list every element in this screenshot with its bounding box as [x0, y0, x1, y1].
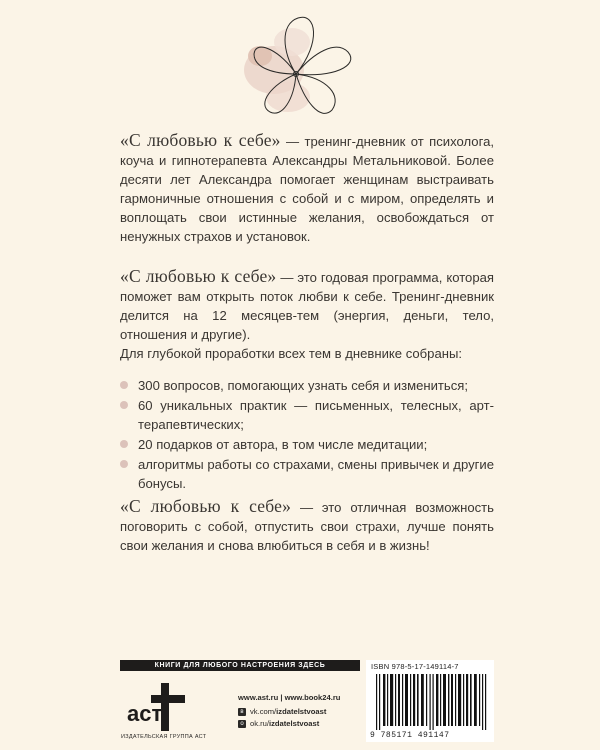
publisher-logo — [121, 681, 217, 733]
program-lead-in: Для глубокой проработки всех тем в дневнике собраны: — [120, 346, 463, 361]
program-text: — это годовая программа, которая поможет вам открыть поток любви к себе. Тренинг-дневник делится на 12 месяцев-тем (энергия, деньги, тело, отношения и другие). — [120, 270, 494, 342]
bullet-dot-icon — [120, 460, 128, 468]
isbn-barcode-box — [366, 660, 494, 742]
barcode-icon — [374, 674, 488, 730]
bullet-dot-icon — [120, 381, 128, 389]
book-title-quote: «С любовью к себе» — [120, 130, 281, 150]
slogan-bar: КНИГИ ДЛЯ ЛЮБОГО НАСТРОЕНИЯ ЗДЕСЬ — [120, 660, 360, 671]
publisher-caption: ИЗДАТЕЛЬСКАЯ ГРУППА АСТ — [121, 734, 207, 740]
book-title-quote: «С любовью к себе» — [120, 496, 292, 516]
list-item: алгоритмы работы со страхами, смены привычек и другие бонусы. — [120, 455, 494, 493]
list-item: 60 уникальных практик — письменных, телесных, арт-терапевтических; — [120, 396, 494, 434]
vk-link[interactable]: в vk.com/izdatelstvoast — [238, 707, 326, 716]
list-item: 20 подарков от автора, в том числе медитации; — [120, 435, 494, 454]
closing-text: — это отличная возможность поговорить с собой, отпустить свои страхи, лучше понять свои желания и снова влюбиться в себя и в жизнь! — [120, 500, 494, 553]
vk-icon: в — [238, 708, 246, 716]
isbn-label: ISBN 978-5-17-149114-7 — [371, 662, 459, 671]
program-paragraph — [120, 267, 494, 363]
ok-link[interactable]: о ok.ru/izdatelstvoast — [238, 719, 319, 728]
features-list — [120, 376, 494, 494]
website-links[interactable]: www.ast.ru | www.book24.ru — [238, 693, 341, 702]
intro-text: — тренинг-дневник от психолога, коуча и гипнотерапевта Александры Метальниковой. Более десяти лет Александра помогает женщинам выстраивать гармоничные отношения с собой и с миром, определять и воплощать свои истинные желания, освобождаться от ненужных страхов и установок. — [120, 134, 494, 244]
barcode-digits: 9 785171 491147 — [370, 731, 450, 740]
bullet-dot-icon — [120, 401, 128, 409]
intro-paragraph — [120, 131, 494, 246]
bullet-dot-icon — [120, 440, 128, 448]
ok-icon: о — [238, 720, 246, 728]
flower-illustration — [232, 12, 362, 124]
publisher-logo-text: аст — [127, 701, 163, 726]
book-title-quote: «С любовью к себе» — [120, 266, 277, 286]
list-item: 300 вопросов, помогающих узнать себя и измениться; — [120, 376, 494, 395]
closing-paragraph — [120, 497, 494, 555]
